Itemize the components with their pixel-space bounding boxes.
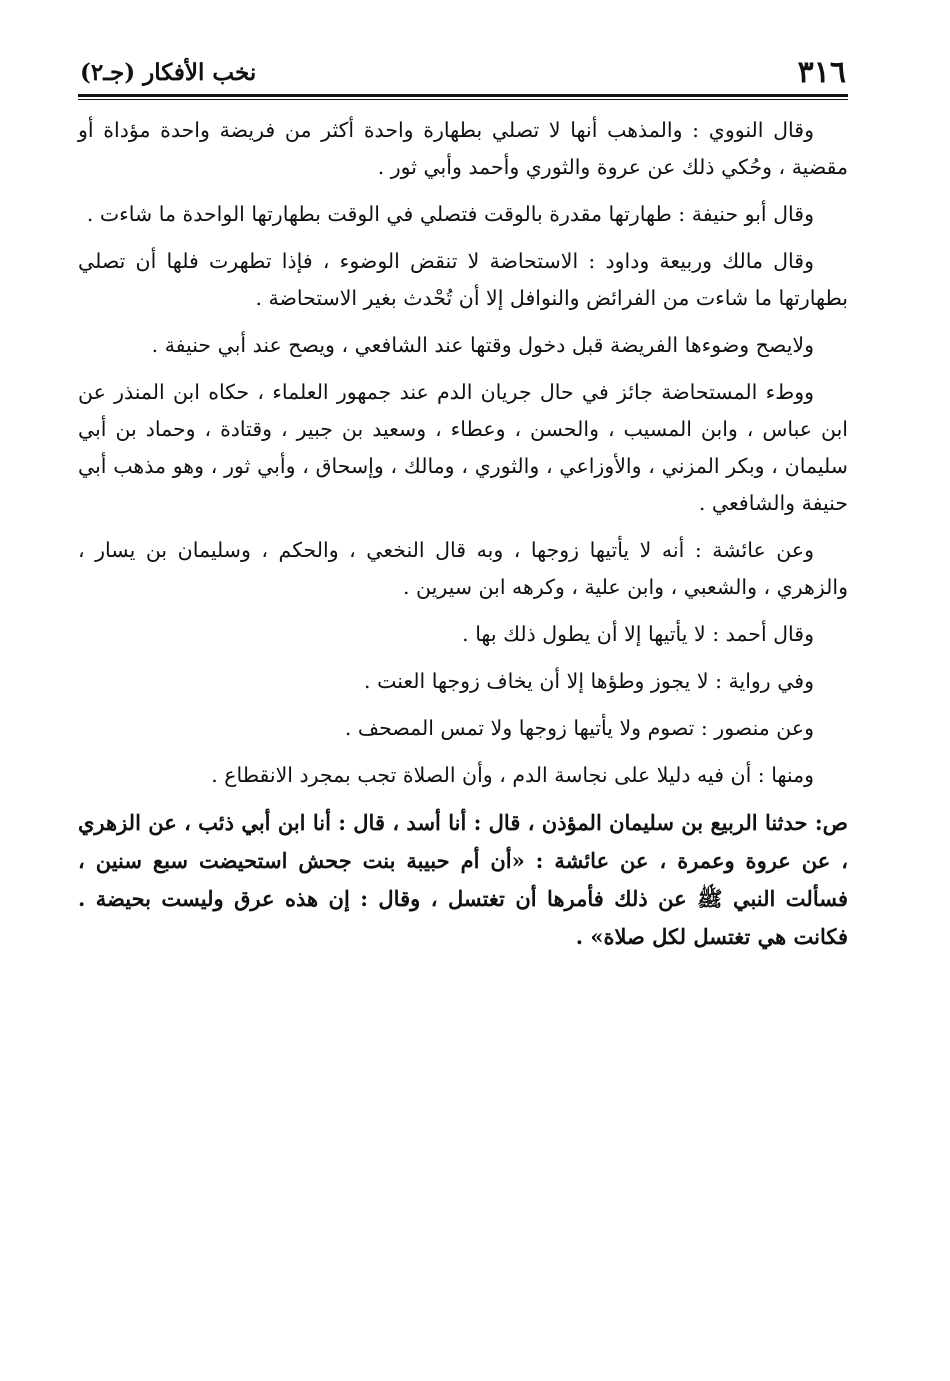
- paragraph-ahmad: وقال أحمد : لا يأتيها إلا أن يطول ذلك بها .: [462, 622, 814, 646]
- header-rule: [78, 94, 848, 97]
- header-rule-thin: [78, 99, 848, 100]
- hadith-text: ص: حدثنا الربيع بن سليمان المؤذن ، قال : أنا أسد ، قال : أنا ابن أبي ذئب ، عن الزهري ، عن عروة وعمرة ، عن عائشة : «أن أم حبيبة بنت جحش استحيضت سبع سنين ، فسألت النبي ﷺ عن ذلك فأمرها أن تغتسل ، وقال : إن هذه عرق وليست بحيضة . فكانت هي تغتسل لكل صلاة» .: [78, 810, 848, 949]
- paragraph-abu-hanifa: وقال أبو حنيفة : طهارتها مقدرة بالوقت فتصلي في الوقت بطهارتها الواحدة ما شاءت .: [86, 202, 814, 226]
- paragraph-aisha-opinion: وعن عائشة : أنه لا يأتيها زوجها ، وبه قال النخعي ، والحكم ، وسليمان بن يسار ، والزهري ، والشعبي ، وابن علية ، وكرهه ابن سيرين .: [78, 538, 848, 599]
- paragraph-intercourse-permitted: ووطء المستحاضة جائز في حال جريان الدم عند جمهور العلماء ، حكاه ابن المنذر عن ابن عباس ، وابن المسيب ، والحسن ، وعطاء ، وسعيد بن جبير ، وقتادة ، وحماد بن أبي سليمان ، وبكر المزني ، والأوزاعي ، والثوري ، ومالك ، وإسحاق ، وأبي ثور ، وهو مذهب أبي حنيفة والشافعي .: [78, 380, 848, 515]
- page-body: [78, 112, 848, 956]
- page-header: [78, 46, 848, 88]
- book-page: [78, 46, 848, 966]
- page-number: ٣١٦: [797, 55, 846, 90]
- running-title: نخب الأفكار (جـ٢): [80, 59, 257, 86]
- paragraph-nawawi: وقال النووي : والمذهب أنها لا تصلي بطهارة واحدة أكثر من فريضة واحدة مؤداة أو مقضية ، وحُكي ذلك عن عروة والثوري وأحمد وأبي ثور .: [78, 118, 848, 179]
- paragraph-conclusion: ومنها : أن فيه دليلا على نجاسة الدم ، وأن الصلاة تجب بمجرد الانقطاع .: [211, 763, 814, 787]
- paragraph-malik: وقال مالك وربيعة وداود : الاستحاضة لا تنقض الوضوء ، فإذا تطهرت فلها أن تصلي بطهارتها ما شاءت من الفرائض والنوافل إلا أن تُحْدث بغير الاستحاضة .: [78, 249, 848, 310]
- paragraph-riwaya: وفي رواية : لا يجوز وطؤها إلا أن يخاف زوجها العنت .: [364, 669, 814, 693]
- paragraph-wudu-timing: ولايصح وضوءها الفريضة قبل دخول وقتها عند الشافعي ، ويصح عند أبي حنيفة .: [151, 333, 814, 357]
- paragraph-mansur: وعن منصور : تصوم ولا يأتيها زوجها ولا تمس المصحف .: [344, 716, 814, 740]
